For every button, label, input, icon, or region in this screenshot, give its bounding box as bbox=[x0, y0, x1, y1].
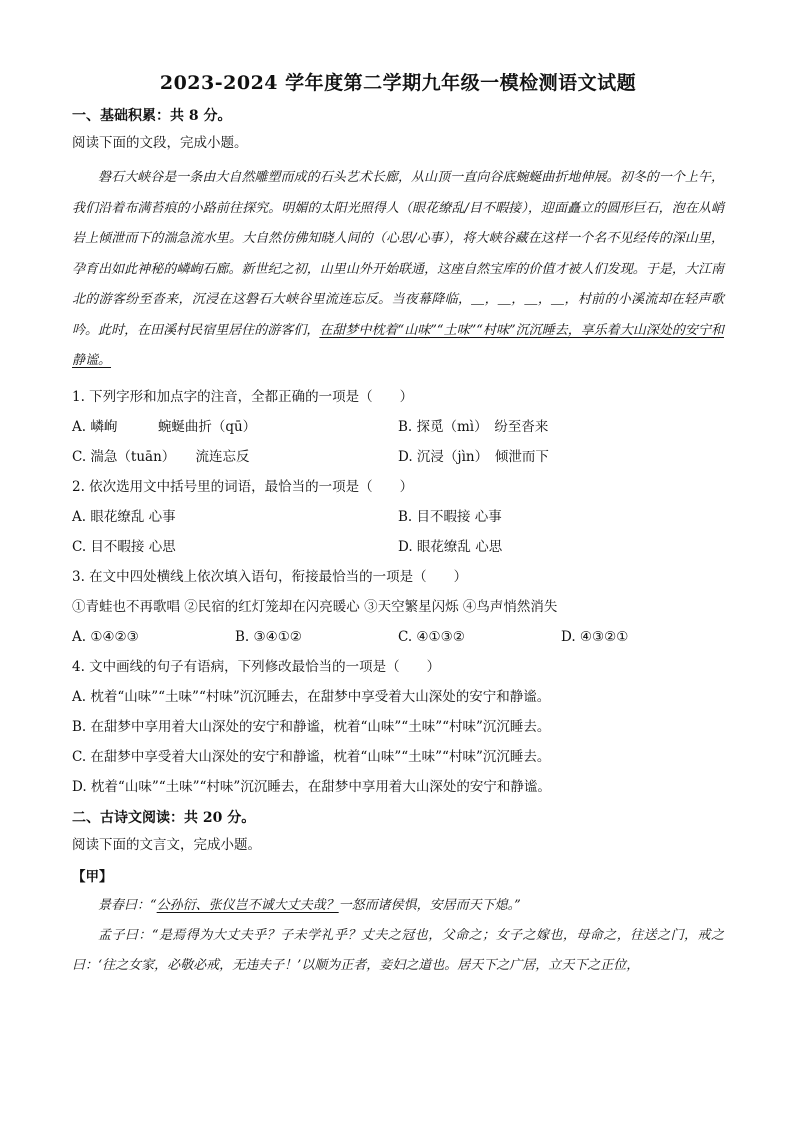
passage-underlined-sentence: 在甜梦中枕着“山味”“土味”“村味”沉沉睡去，享乐着大山深处的安宁和静谧。 bbox=[72, 322, 724, 368]
classical-p1-end: 一怒而诸侯惧，安居而天下熄。” bbox=[338, 897, 521, 913]
classical-p1-underlined: 公孙衍、张仪岂不诚大丈夫哉？ bbox=[156, 897, 339, 913]
question-4-option-c[interactable]: C. 在甜梦中享受着大山深处的安宁和静谧，枕着“山味”“土味”“村味”沉沉睡去。 bbox=[72, 748, 551, 765]
section1-instruction: 阅读下面的文段，完成小题。 bbox=[72, 135, 248, 151]
question-3-options bbox=[72, 627, 724, 647]
question-1-option-b[interactable]: B. 探觅（mì） 纷至沓来 bbox=[398, 418, 549, 435]
question-1-options-row2 bbox=[72, 447, 724, 467]
reading-passage bbox=[72, 163, 724, 377]
question-2-option-c[interactable]: C. 目不暇接 心思 bbox=[72, 538, 176, 555]
question-3-option-a[interactable]: A. ①④②③ bbox=[72, 628, 139, 645]
question-2-option-b[interactable]: B. 目不暇接 心事 bbox=[398, 508, 502, 525]
question-4-option-d[interactable]: D. 枕着“山味”“土味”“村味”沉沉睡去，在甜梦中享用着大山深处的安宁和静谧。 bbox=[72, 778, 551, 795]
question-2-options-row2 bbox=[72, 537, 724, 557]
question-3-option-c[interactable]: C. ④①③② bbox=[398, 628, 465, 645]
classical-paragraph-2: 孟子曰：“是焉得为大丈夫乎？子未学礼乎？丈夫之冠也，父命之；女子之嫁也，母命之，往送之门，戒之曰：‘往之女家，必敬必戒，无违夫子！’以顺为正者，妾妇之道也。居天下之广居，立天下之正位， bbox=[72, 927, 724, 973]
question-4-stem: 4. 文中画线的句子有语病，下列修改最恰当的一项是（ ） bbox=[72, 658, 441, 675]
question-3-option-d[interactable]: D. ④③②① bbox=[561, 628, 629, 645]
question-1-stem: 1. 下列字形和加点字的注音，全都正确的一项是（ ） bbox=[72, 388, 414, 405]
question-2-options bbox=[72, 507, 724, 527]
question-1-option-d[interactable]: D. 沉浸（jìn） 倾泄而下 bbox=[398, 448, 549, 465]
section2-heading: 二、古诗文阅读：共 20 分。 bbox=[72, 809, 256, 826]
passage-text: 磐石大峡谷是一条由大自然雕塑而成的石头艺术长廊，从山顶一直向谷底蜿蜒曲折地伸展。初冬的一个上午，我们沿着布满苔痕的小路前往探究。明媚的太阳光照得人（眼花缭乱/目不暇接），迎面矗立的圆形巨石，泡在从峭岩上倾泄而下的湍急流水里。大自然仿佛知晓人间的（心思/心事），将大峡谷藏在这样一个名不见经传的深山里，孕育出如此神秘的嶙峋石廊。新世纪之初，山里山外开始联通，这座自然宝库的价值才被人们发现。于是，大江南北的游客纷至沓来，沉浸在这磐石大峡谷里流连忘反。当夜幕降临，＿，＿，＿，＿，村前的小溪流却在轻声歌吟。此时，在田溪村民宿里居住的游客们， bbox=[72, 170, 724, 338]
classical-paragraph-1 bbox=[72, 891, 724, 921]
question-2-option-a[interactable]: A. 眼花缭乱 心事 bbox=[72, 508, 176, 525]
question-4-options bbox=[72, 687, 724, 797]
section1-heading: 一、基础积累：共 8 分。 bbox=[72, 108, 232, 124]
classical-p1-start: 景春曰：“ bbox=[98, 897, 157, 913]
page-title: 2023-2024 学年度第二学期九年级一模检测语文试题 bbox=[159, 72, 637, 94]
question-1-option-c[interactable]: C. 湍急（tuān） 流连忘反 bbox=[72, 448, 250, 465]
question-1-option-a[interactable]: A. 嶙峋 蜿蜒曲折（qū） bbox=[72, 418, 257, 435]
question-3-sentences: ①青蛙也不再歌唱 ②民宿的红灯笼却在闪亮暖心 ③天空繁星闪烁 ④鸟声悄然消失 bbox=[72, 598, 558, 615]
question-4-option-b[interactable]: B. 在甜梦中享用着大山深处的安宁和静谧，枕着“山味”“土味”“村味”沉沉睡去。 bbox=[72, 718, 551, 735]
question-3-option-b[interactable]: B. ③④①② bbox=[235, 628, 302, 645]
section2-instruction: 阅读下面的文言文，完成小题。 bbox=[72, 836, 261, 853]
question-2-option-d[interactable]: D. 眼花缭乱 心思 bbox=[398, 538, 503, 555]
exam-page bbox=[72, 64, 724, 981]
question-4-option-a[interactable]: A. 枕着“山味”“土味”“村味”沉沉睡去，在甜梦中享受着大山深处的安宁和静谧。 bbox=[72, 688, 551, 705]
question-1-options bbox=[72, 417, 724, 437]
question-2-stem: 2. 依次选用文中括号里的词语，最恰当的一项是（ ） bbox=[72, 478, 414, 495]
question-3-stem: 3. 在文中四处横线上依次填入语句，衔接最恰当的一项是（ ） bbox=[72, 568, 468, 585]
part-label-jia: 【甲】 bbox=[72, 868, 113, 885]
